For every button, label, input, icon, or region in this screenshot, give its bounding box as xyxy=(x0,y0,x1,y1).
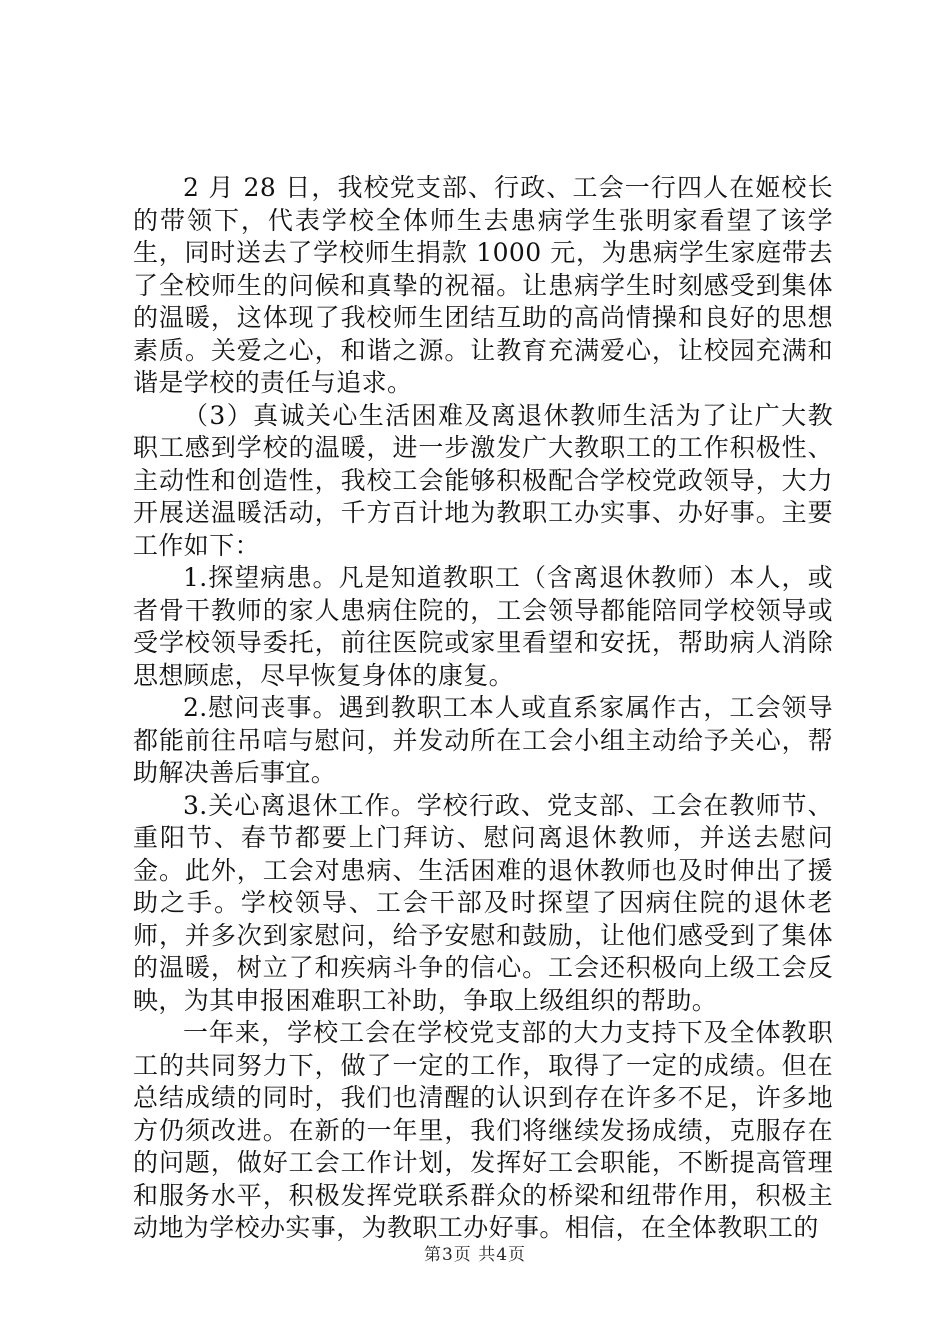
paragraph-care-retired-intro: （3）真诚关心生活困难及离退休教师生活为了让广大教职工感到学校的温暖，进一步激发广大教职工的工作积极性、主动性和创造性，我校工会能够积极配合学校党政领导，大力开展送温暖活动，千方百计地为教职工办实事、办好事。主要工作如下： xyxy=(133,400,833,560)
page-footer: 第3页 共4页 xyxy=(423,1245,527,1265)
paragraph-retired-care: 3.关心离退休工作。学校行政、党支部、工会在教师节、重阳节、春节都要上门拜访、慰问离退休教师，并送去慰问金。此外，工会对患病、生活困难的退休教师也及时伸出了援助之手。学校领导、工会干部及时探望了因病住院的退休老师，并多次到家慰问，给予安慰和鼓励，让他们感受到了集体的温暖，树立了和疾病斗争的信心。工会还积极向上级工会反映，为其申报困难职工补助，争取上级组织的帮助。 xyxy=(133,790,833,1015)
document-body xyxy=(133,172,833,1245)
paragraph-annual-summary: 一年来，学校工会在学校党支部的大力支持下及全体教职工的共同努力下，做了一定的工作，取得了一定的成绩。但在总结成绩的同时，我们也清醒的认识到存在许多不足，许多地方仍须改进。在新的一年里，我们将继续发扬成绩，克服存在的问题，做好工会工作计划，发挥好工会职能，不断提高管理和服务水平，积极发挥党联系群众的桥梁和纽带作用，积极主动地为学校办实事，为教职工办好事。相信，在全体教职工的 xyxy=(133,1018,833,1242)
paragraph-visit-student: 2 月 28 日，我校党支部、行政、工会一行四人在姬校长的带领下，代表学校全体师生去患病学生张明家看望了该学生，同时送去了学校师生捐款 1000 元，为患病学生家庭带去了全校师生的问候和真挚的祝福。让患病学生时刻感受到集体的温暖，这体现了我校师生团结互助的高尚情操和良好的思想素质。关爱之心，和谐之源。让教育充满爱心，让校园充满和谐是学校的责任与追求。 xyxy=(133,173,833,397)
paragraph-condolence: 2.慰问丧事。遇到教职工本人或直系家属作古，工会领导都能前往吊唁与慰问，并发动所在工会小组主动给予关心，帮助解决善后事宜。 xyxy=(133,693,833,787)
paragraph-visit-sick: 1.探望病患。凡是知道教职工（含离退休教师）本人，或者骨干教师的家人患病住院的，工会领导都能陪同学校领导或受学校领导委托，前往医院或家里看望和安抚，帮助病人消除思想顾虑，尽早恢复身体的康复。 xyxy=(133,563,833,690)
